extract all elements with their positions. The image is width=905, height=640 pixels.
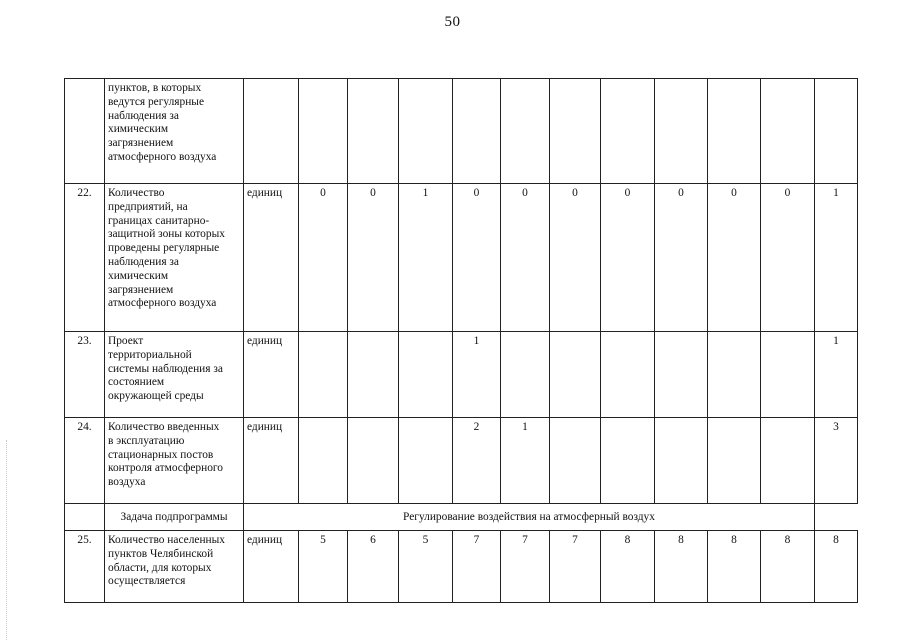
scan-edge-dots xyxy=(6,440,8,640)
value-cell xyxy=(501,332,550,418)
task-label: Задача подпрограммы xyxy=(105,504,244,531)
indicator-name-line: области, для которых xyxy=(108,561,212,574)
value-cell xyxy=(550,418,601,504)
value-cell xyxy=(815,79,858,184)
value-cell: 6 xyxy=(348,531,399,603)
value-cell xyxy=(399,79,453,184)
indicator-name-line: системы наблюдения за xyxy=(108,362,223,375)
indicator-name-line: Проект xyxy=(108,335,144,347)
value-cell: 7 xyxy=(550,531,601,603)
table-row xyxy=(65,418,858,504)
value-cell xyxy=(348,79,399,184)
value-cell xyxy=(708,332,761,418)
value-cell: 1 xyxy=(815,332,858,418)
value-cell xyxy=(601,418,655,504)
indicator-name-line: защитной зоны которых xyxy=(108,228,225,241)
row-number: 25. xyxy=(65,531,105,603)
indicator-name xyxy=(105,79,244,184)
value-cell xyxy=(550,79,601,184)
indicator-name-line: наблюдения за xyxy=(108,109,179,122)
row-number: 23. xyxy=(65,332,105,418)
indicator-name-line: химическим xyxy=(108,269,169,282)
value-cell: 0 xyxy=(655,184,708,332)
value-cell xyxy=(399,418,453,504)
value-cell xyxy=(761,332,815,418)
value-cell xyxy=(453,79,501,184)
value-cell: 0 xyxy=(453,184,501,332)
value-cell: 3 xyxy=(815,418,858,504)
indicator-name xyxy=(105,332,244,418)
value-cell: 1 xyxy=(501,418,550,504)
indicator-name-line: осуществляется xyxy=(108,575,186,588)
value-cell: 8 xyxy=(655,531,708,603)
unit-cell xyxy=(244,79,299,184)
value-cell: 5 xyxy=(399,531,453,603)
value-cell xyxy=(761,418,815,504)
value-cell: 7 xyxy=(501,531,550,603)
value-cell: 8 xyxy=(708,531,761,603)
indicator-name-line: пунктов Челябинской xyxy=(108,547,214,560)
indicator-name-line: атмосферного воздуха xyxy=(108,150,217,163)
value-cell: 0 xyxy=(708,184,761,332)
unit-cell: единиц xyxy=(244,332,299,418)
page-number: 50 xyxy=(444,14,461,30)
indicator-name-line: атмосферного воздуха xyxy=(108,297,217,310)
indicator-name-line: воздуха xyxy=(108,476,146,489)
value-cell xyxy=(655,332,708,418)
indicator-name-line: химическим xyxy=(108,123,169,136)
value-cell xyxy=(601,332,655,418)
task-text: Регулирование воздействия на атмосферный воздух xyxy=(244,504,815,531)
value-cell xyxy=(348,332,399,418)
value-cell: 0 xyxy=(501,184,550,332)
value-cell: 0 xyxy=(550,184,601,332)
value-cell: 0 xyxy=(761,184,815,332)
value-cell: 8 xyxy=(815,531,858,603)
indicator-name-line: предприятий, на xyxy=(108,200,188,213)
indicator-name xyxy=(105,531,244,603)
table-row xyxy=(65,332,858,418)
value-cell xyxy=(299,418,348,504)
indicator-name-line: загрязнением xyxy=(108,283,174,296)
value-cell: 0 xyxy=(601,184,655,332)
indicator-name-line: Количество населенных xyxy=(108,534,225,546)
indicator-name xyxy=(105,184,244,332)
indicator-name-line: границах санитарно- xyxy=(108,214,210,227)
indicator-name-line: Количество xyxy=(108,187,165,199)
unit-cell: единиц xyxy=(244,531,299,603)
value-cell: 0 xyxy=(348,184,399,332)
indicators-table xyxy=(64,78,858,603)
table-row xyxy=(65,79,858,184)
indicator-name-line: загрязнением xyxy=(108,137,174,150)
value-cell: 0 xyxy=(299,184,348,332)
value-cell xyxy=(399,332,453,418)
value-cell xyxy=(299,332,348,418)
value-cell: 7 xyxy=(453,531,501,603)
value-cell: 1 xyxy=(453,332,501,418)
value-cell xyxy=(761,79,815,184)
indicator-name-line: территориальной xyxy=(108,348,192,361)
task-empty-cell xyxy=(65,504,105,531)
indicator-name-line: в эксплуатацию xyxy=(108,434,185,447)
indicator-name-line: наблюдения за xyxy=(108,255,179,268)
value-cell: 1 xyxy=(815,184,858,332)
value-cell xyxy=(655,418,708,504)
row-number: 22. xyxy=(65,184,105,332)
value-cell xyxy=(708,79,761,184)
value-cell xyxy=(299,79,348,184)
value-cell: 8 xyxy=(761,531,815,603)
indicator-name-line: окружающей среды xyxy=(108,390,204,403)
row-number: 24. xyxy=(65,418,105,504)
unit-cell: единиц xyxy=(244,418,299,504)
indicator-name-line: пунктов, в которых xyxy=(108,82,202,94)
indicator-name-line: стационарных постов xyxy=(108,448,214,461)
value-cell: 2 xyxy=(453,418,501,504)
indicator-name-line: Количество введенных xyxy=(108,421,220,433)
value-cell xyxy=(655,79,708,184)
indicator-name-line: контроля атмосферного xyxy=(108,462,224,475)
value-cell xyxy=(550,332,601,418)
value-cell: 8 xyxy=(601,531,655,603)
unit-cell: единиц xyxy=(244,184,299,332)
indicator-name-line: состоянием xyxy=(108,376,165,389)
indicator-name-line: проведены регулярные xyxy=(108,242,220,255)
value-cell xyxy=(501,79,550,184)
indicator-name-line: ведутся регулярные xyxy=(108,95,205,108)
value-cell: 1 xyxy=(399,184,453,332)
table-row xyxy=(65,531,858,603)
value-cell: 5 xyxy=(299,531,348,603)
value-cell xyxy=(348,418,399,504)
table-row xyxy=(65,184,858,332)
task-row xyxy=(65,504,858,531)
indicator-name xyxy=(105,418,244,504)
row-number xyxy=(65,79,105,184)
value-cell xyxy=(601,79,655,184)
value-cell xyxy=(708,418,761,504)
